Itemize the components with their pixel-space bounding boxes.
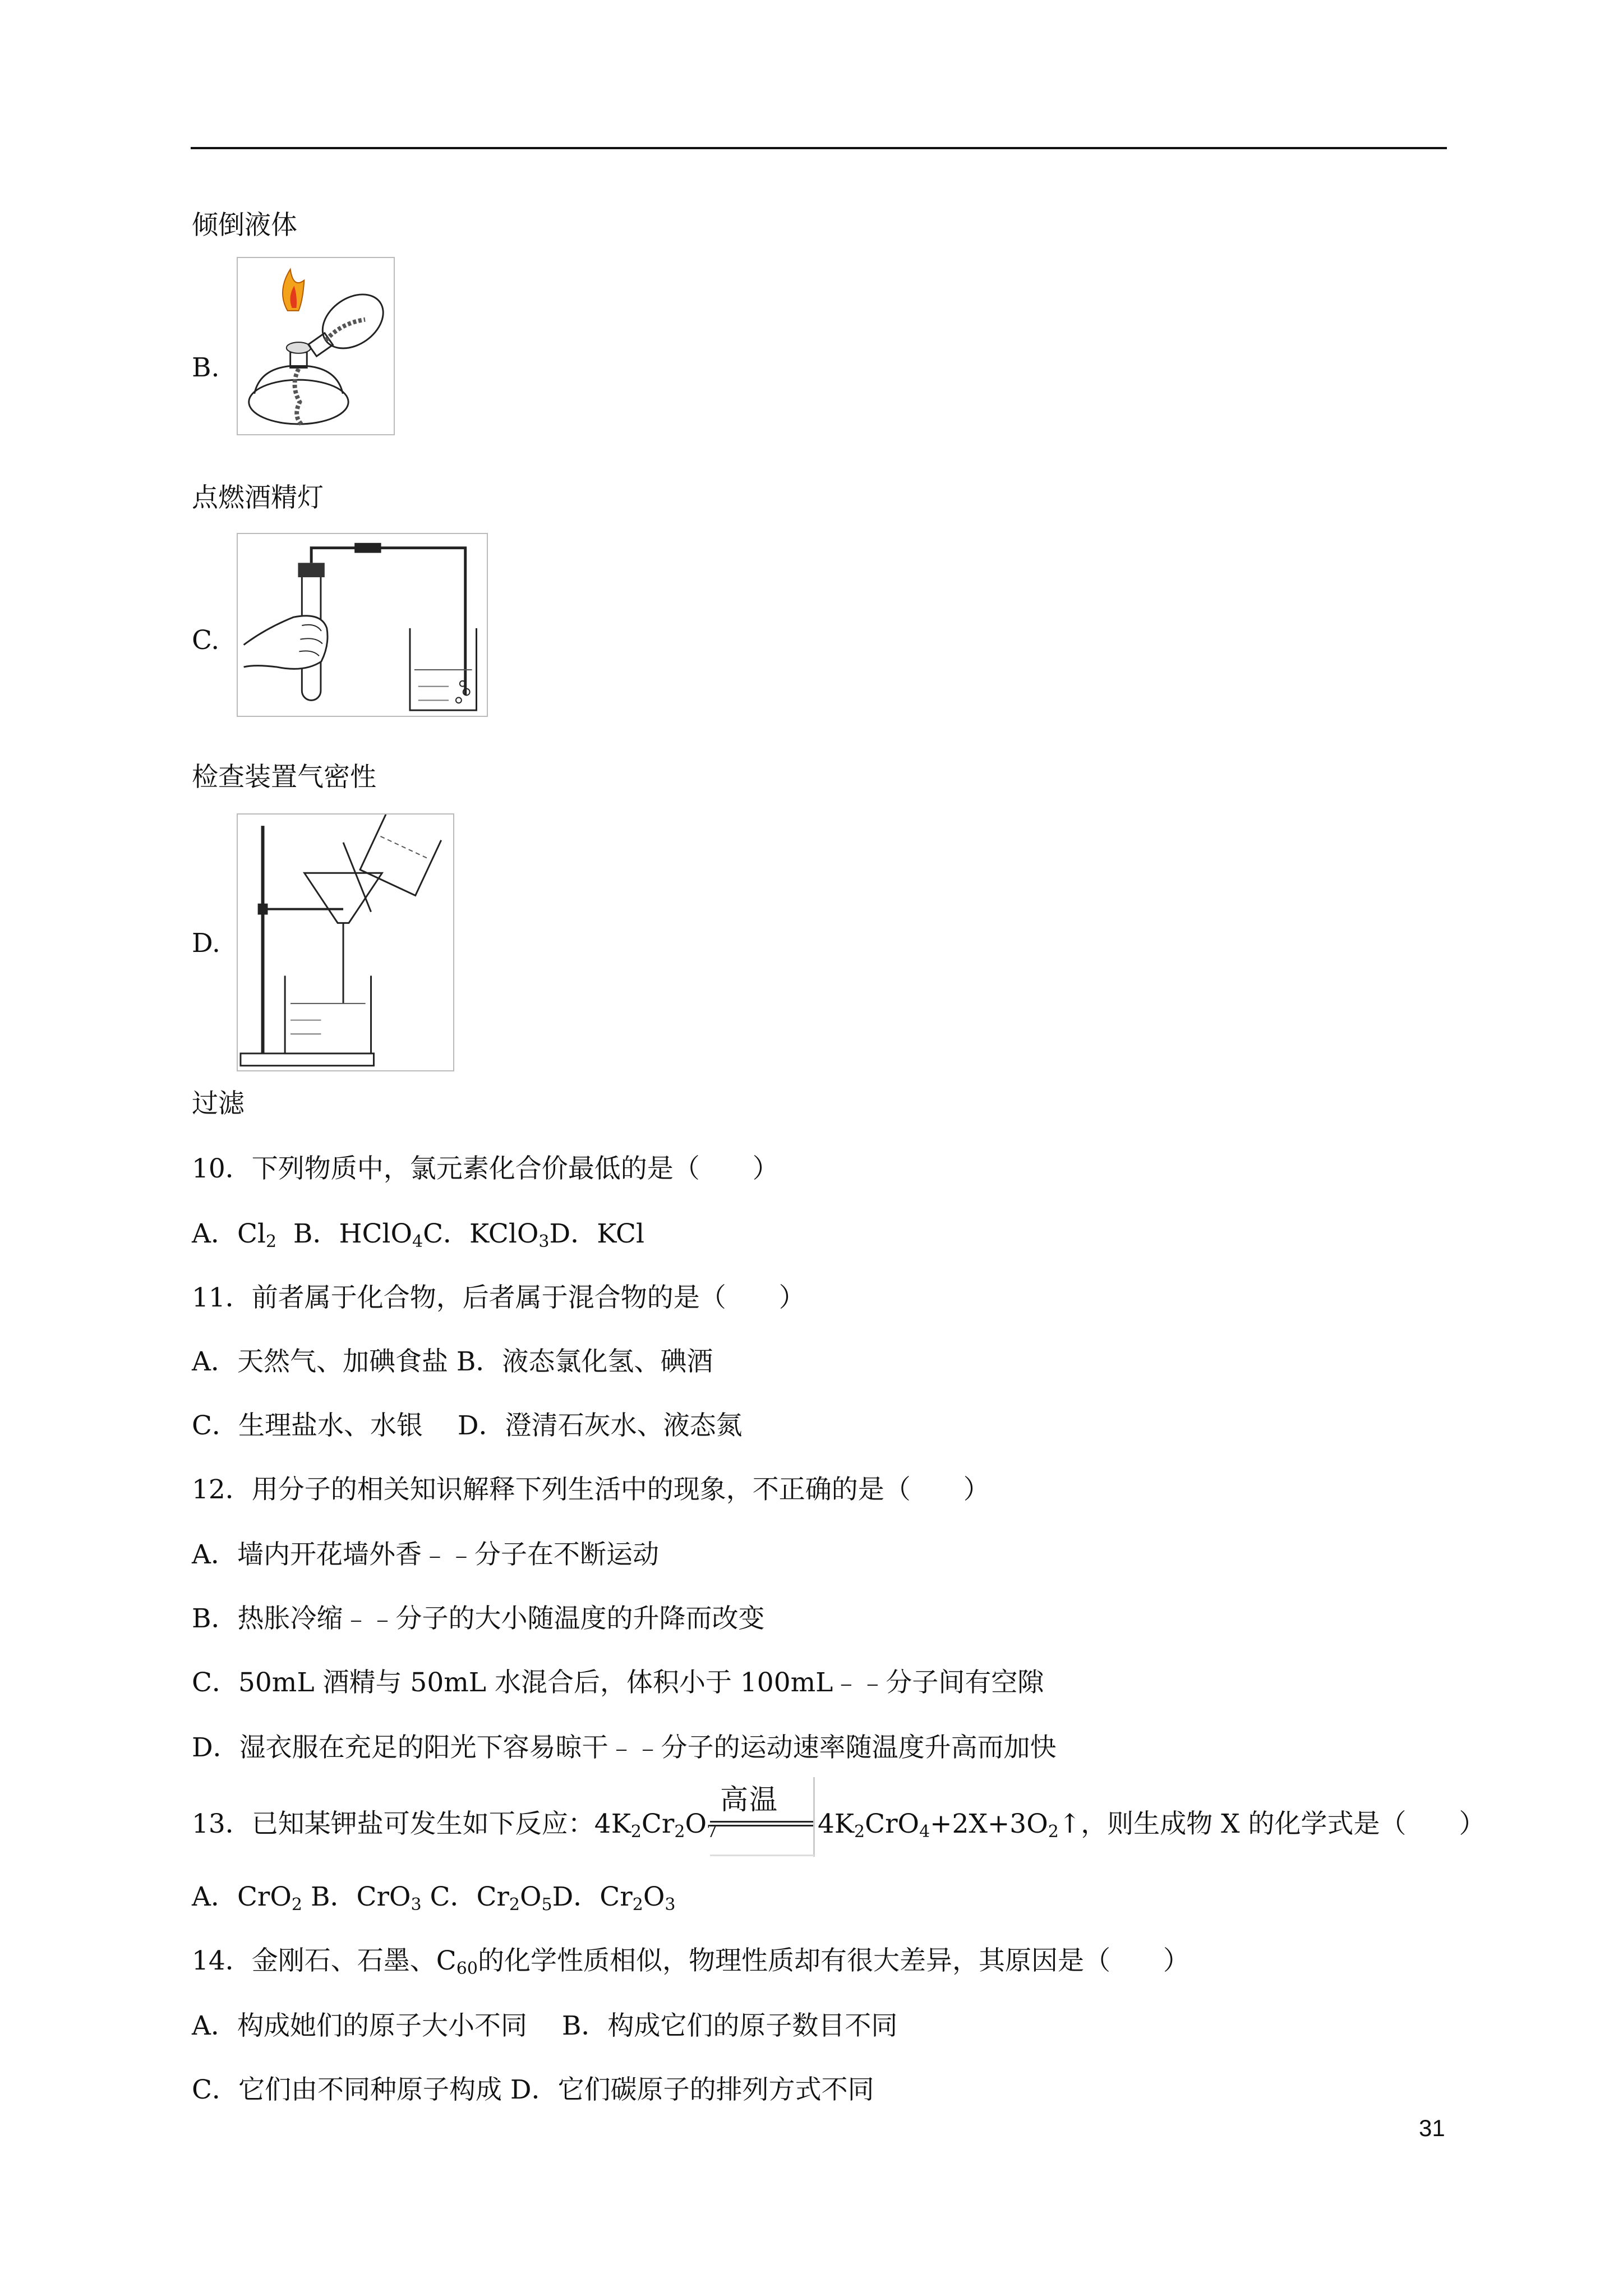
q12-option-b: B．热胀冷缩﹣﹣分子的大小随温度的升降而改变 [192,1603,765,1634]
q10-stem: 10．下列物质中，氯元素化合价最低的是（ ） [192,1153,779,1184]
header-rule [191,147,1447,149]
q14-options-line1: A．构成她们的原子大小不同 B．构成它们的原子数目不同 [192,2010,898,2041]
equals-bar [710,1821,814,1826]
q13-option-c: C．Cr [430,1881,509,1912]
q13-stem-right: $4K_2CrO_4+2X+3O_2↑$，则生成物 X 的化学式是（ ） [818,1809,1486,1842]
option-c-caption: 检查装置气密性 [192,762,376,793]
q12-stem: 12．用分子的相关知识解释下列生活中的现象，不正确的是（ ） [192,1474,990,1505]
option-b-letter: B. [192,352,220,383]
page-number: 31 [1419,2115,1445,2141]
q13-option-a: A．CrO [192,1881,292,1912]
q12-option-a: A．墙内开花墙外香﹣﹣分子在不断运动 [192,1539,659,1570]
option-d-caption: 过滤 [192,1088,245,1119]
q11-options-line1: A．天然气、加碘食盐 B．液态氯化氢、碘酒 [192,1346,713,1377]
q10-options: A．$Cl_2$ B．HClO$_4$C．KClO$_3$D．KCl [192,1218,645,1251]
reaction-condition: 高温 [720,1783,778,1816]
q12-option-c: C．50mL 酒精与 50mL 水混合后，体积小于 100mL﹣﹣分子间有空隙 [192,1667,1044,1698]
reaction-condition-arrow [710,1777,814,1857]
q10-option-d: D．KCl [549,1218,645,1249]
option-c-letter: C. [192,625,220,656]
q10-option-a: A．Cl [192,1218,266,1249]
q11-options-line2: C．生理盐水、水银 D．澄清石灰水、液态氮 [192,1410,743,1441]
alcohol-lamp-lighting-figure [237,257,395,435]
option-a-caption: 倾倒液体 [192,210,297,241]
q14-options-line2: C．它们由不同种原子构成 D．它们碳原子的排列方式不同 [192,2074,874,2105]
q13-option-b: B．CrO [310,1881,411,1912]
q10-option-c: C．KClO [423,1218,539,1249]
q14-stem: 14．金刚石、石墨、$C_{60}$的化学性质相似，物理性质却有很大差异，其原因是（ ） [192,1945,1189,1978]
q10-option-b: B．HClO [293,1218,412,1249]
q13-options: A．CrO$_2$ B．CrO$_3$ C．$Cr_2O_5D$．$Cr_2O_3$ [192,1881,676,1915]
option-b-caption: 点燃酒精灯 [192,482,324,513]
airtightness-check-figure [237,533,488,717]
filtration-figure [237,813,454,1071]
option-d-letter: D. [192,928,220,959]
q12-option-d: D．湿衣服在充足的阳光下容易晾干﹣﹣分子的运动速率随温度升高而加快 [192,1732,1057,1763]
q11-stem: 11．前者属于化合物，后者属于混合物的是（ ） [192,1282,805,1313]
q13-stem-left: 13．已知某钾盐可发生如下反应：$4K_2Cr_2O_7$ [192,1809,718,1842]
q13-option-d: D．Cr [552,1881,633,1912]
